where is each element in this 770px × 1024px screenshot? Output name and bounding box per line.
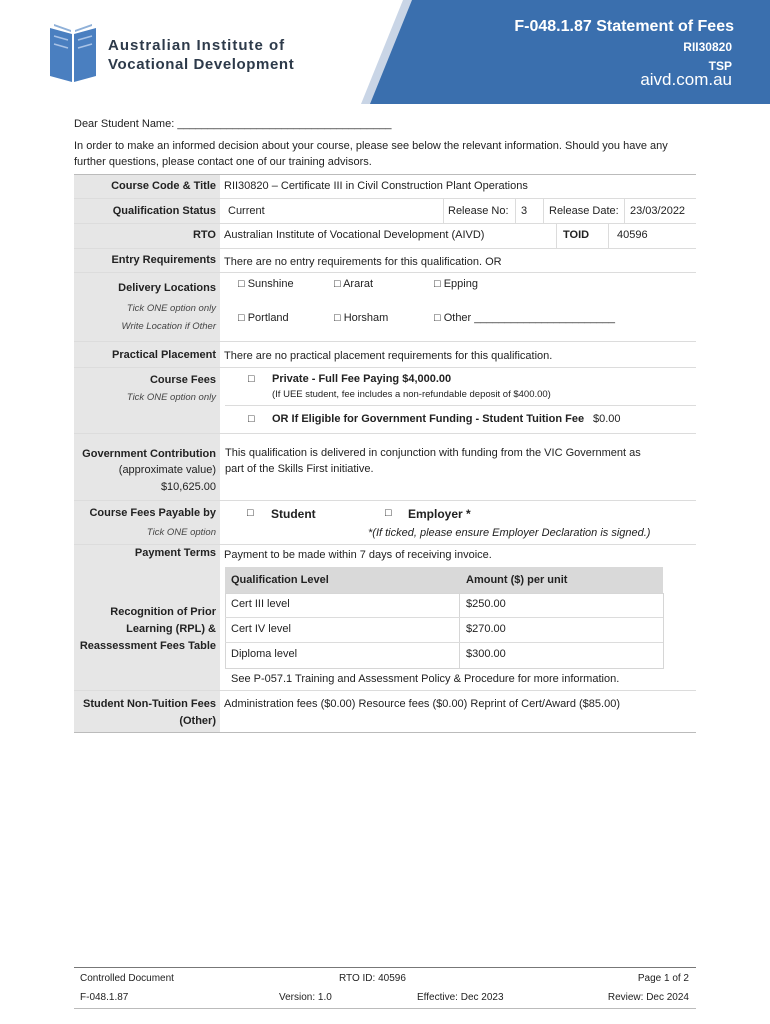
government-fee-option: OR If Eligible for Government Funding - Student Tuition Fee — [272, 413, 585, 425]
government-contribution-line2: part of the Skills First initiative. — [225, 463, 374, 475]
document-title: F-048.1.87 Statement of Fees — [514, 18, 734, 35]
government-fee-checkbox[interactable]: □ — [248, 413, 255, 425]
course-fees-hint: Tick ONE option only — [126, 392, 216, 403]
rpl-col-level: Qualification Level — [231, 574, 329, 586]
fees-payable-hint: Tick ONE option — [146, 527, 216, 538]
rpl-col-amount: Amount ($) per unit — [466, 574, 568, 586]
location-sunshine-checkbox[interactable]: □ Sunshine — [238, 278, 294, 290]
rpl-label-line2: Learning (RPL) & — [126, 623, 216, 635]
footer-page-number: Page 1 of 2 — [637, 973, 689, 984]
org-name-line2: Vocational Development — [108, 56, 295, 73]
practical-placement-value: There are no practical placement requirements for this qualification. — [224, 350, 553, 362]
employer-payer-checkbox[interactable]: □ — [385, 507, 392, 519]
row-divider — [74, 341, 696, 342]
table-row: $250.00 — [466, 598, 506, 610]
entry-requirements-value: There are no entry requirements for this qualification. OR — [224, 256, 502, 268]
org-name-line1: Australian Institute of — [108, 37, 286, 54]
cell-divider — [556, 223, 557, 248]
row-divider — [74, 223, 696, 224]
entry-requirements-label: Entry Requirements — [111, 254, 216, 266]
toid-value: 40596 — [617, 229, 648, 241]
release-no-label: Release No: — [448, 205, 509, 217]
location-ararat-checkbox[interactable]: □ Ararat — [334, 278, 374, 290]
non-tuition-label-line2: (Other) — [179, 715, 216, 727]
toid-label: TOID — [563, 229, 590, 241]
location-horsham-checkbox[interactable]: □ Horsham — [334, 312, 389, 324]
government-contribution-amount: $10,625.00 — [160, 481, 216, 493]
row-divider — [225, 405, 696, 406]
footer-review: Review: Dec 2024 — [607, 992, 689, 1003]
website-url: aivd.com.au — [640, 70, 732, 89]
footer-rto-id: RTO ID: 40596 — [339, 973, 406, 984]
course-fees-label: Course Fees — [149, 374, 216, 386]
row-divider — [74, 433, 696, 434]
row-divider — [74, 198, 696, 199]
row-divider — [74, 690, 696, 691]
table-row: $300.00 — [466, 648, 506, 660]
course-code-header: RII30820 — [683, 40, 732, 54]
footer-divider — [74, 1008, 696, 1009]
private-fee-checkbox[interactable]: □ — [248, 373, 255, 385]
fees-payable-label: Course Fees Payable by — [89, 507, 216, 519]
row-divider — [74, 367, 696, 368]
delivery-locations-label: Delivery Locations — [118, 282, 216, 294]
footer-doc-code: F-048.1.87 — [80, 992, 129, 1003]
cell-divider — [543, 198, 544, 223]
location-portland-checkbox[interactable]: □ Portland — [238, 312, 289, 324]
rto-value: Australian Institute of Vocational Development (AIVD) — [224, 229, 485, 241]
qualification-status-value: Current — [228, 205, 265, 217]
rpl-label-line1: Recognition of Prior — [110, 606, 216, 618]
cell-divider — [459, 593, 460, 668]
row-divider — [74, 732, 696, 733]
course-code-label: Course Code & Title — [111, 180, 216, 192]
location-epping-checkbox[interactable]: □ Epping — [434, 278, 478, 290]
row-divider — [74, 544, 696, 545]
release-no-value: 3 — [521, 205, 528, 217]
cell-divider — [515, 198, 516, 223]
course-code-value: RII30820 – Certificate III in Civil Construction Plant Operations — [224, 180, 528, 192]
rpl-label-line3: Reassessment Fees Table — [79, 640, 216, 652]
rpl-policy-note: See P-057.1 Training and Assessment Policy & Procedure for more information. — [231, 673, 620, 685]
government-contribution-sub: (approximate value) — [118, 464, 216, 476]
practical-placement-label: Practical Placement — [112, 349, 216, 361]
non-tuition-label-line1: Student Non-Tuition Fees — [82, 698, 216, 710]
non-tuition-value: Administration fees ($0.00) Resource fees ($0.00) Reprint of Cert/Award ($85.00) — [224, 698, 620, 710]
table-row: $270.00 — [466, 623, 506, 635]
table-row-divider — [225, 617, 663, 618]
private-fee-option: Private - Full Fee Paying $4,000.00 — [272, 373, 452, 385]
qualification-status-label: Qualification Status — [112, 205, 216, 217]
location-other-checkbox[interactable]: □ Other _______________________ — [434, 312, 615, 324]
employer-declaration-note: *(If ticked, please ensure Employer Declaration is signed.) — [368, 527, 651, 539]
footer-effective: Effective: Dec 2023 — [417, 992, 504, 1003]
footer-controlled: Controlled Document — [80, 973, 174, 984]
delivery-tick-hint: Tick ONE option only — [126, 303, 216, 314]
rto-label: RTO — [192, 229, 216, 241]
government-fee-value: $0.00 — [593, 413, 621, 425]
footer-version: Version: 1.0 — [279, 992, 332, 1003]
student-payer-label: Student — [271, 507, 316, 521]
table-row-divider — [225, 642, 663, 643]
private-fee-note: (If UEE student, fee includes a non-refundable deposit of $400.00) — [272, 389, 551, 400]
delivery-write-hint: Write Location if Other — [121, 321, 216, 332]
table-row: Cert III level — [231, 598, 290, 610]
government-contribution-label: Government Contribution — [82, 448, 216, 460]
payment-terms-label: Payment Terms — [134, 547, 216, 559]
cell-divider — [608, 223, 609, 248]
row-divider — [74, 248, 696, 249]
row-divider — [74, 272, 696, 273]
footer-divider — [74, 967, 696, 968]
cell-divider — [443, 198, 444, 223]
book-logo-icon — [48, 22, 98, 84]
payment-terms-value: Payment to be made within 7 days of receiving invoice. — [224, 549, 492, 561]
table-row: Diploma level — [231, 648, 298, 660]
row-divider — [74, 500, 696, 501]
student-payer-checkbox[interactable]: □ — [247, 507, 254, 519]
row-divider — [74, 174, 696, 175]
release-date-label: Release Date: — [549, 205, 619, 217]
employer-payer-label: Employer * — [408, 507, 471, 521]
intro-paragraph: In order to make an informed decision about your course, please see below the relevant information. Should you have any further questions, please contact one of our training advisors. — [74, 140, 668, 168]
government-contribution-line1: This qualification is delivered in conjunction with funding from the VIC Government as — [225, 447, 641, 459]
table-row: Cert IV level — [231, 623, 291, 635]
student-name-line: Dear Student Name: ___________________________________ — [74, 118, 392, 130]
cell-divider — [624, 198, 625, 223]
document-type-header: TSP — [708, 59, 732, 73]
release-date-value: 23/03/2022 — [630, 205, 686, 217]
